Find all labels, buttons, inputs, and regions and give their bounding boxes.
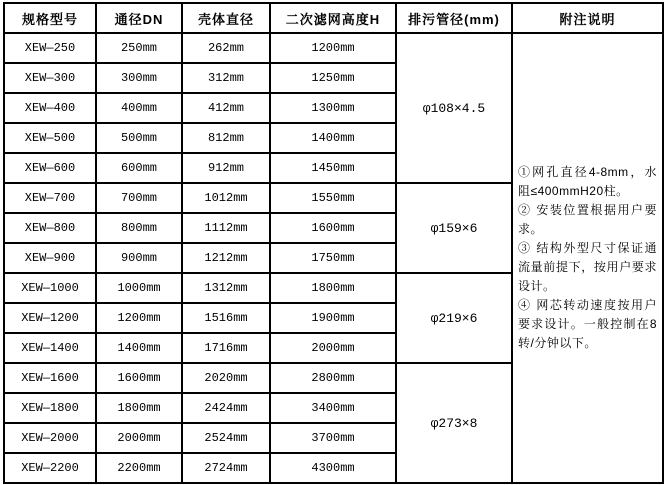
notes-cell xyxy=(512,33,663,483)
height-cell: 1400mm xyxy=(270,123,396,153)
note-line: ③ 结构外型尺寸保证通流量前提下，按用户要求设计。 xyxy=(518,241,657,293)
model-cell: XEW—250 xyxy=(4,33,96,63)
spec-table xyxy=(3,2,664,484)
model-cell: XEW—900 xyxy=(4,243,96,273)
shell-cell: 1212mm xyxy=(182,243,270,273)
height-cell: 1750mm xyxy=(270,243,396,273)
model-cell: XEW—1600 xyxy=(4,363,96,393)
shell-cell: 2020mm xyxy=(182,363,270,393)
shell-cell: 1716mm xyxy=(182,333,270,363)
drain-group-cell: φ159×6 xyxy=(396,183,512,273)
dn-cell: 700mm xyxy=(96,183,182,213)
model-cell: XEW—800 xyxy=(4,213,96,243)
dn-cell: 800mm xyxy=(96,213,182,243)
note-line: ①网孔直径4-8mm，水阻≤400mmH20柱。 xyxy=(518,165,657,198)
shell-cell: 312mm xyxy=(182,63,270,93)
dn-cell: 300mm xyxy=(96,63,182,93)
shell-cell: 812mm xyxy=(182,123,270,153)
model-cell: XEW—1400 xyxy=(4,333,96,363)
dn-cell: 600mm xyxy=(96,153,182,183)
dn-cell: 1800mm xyxy=(96,393,182,423)
model-cell: XEW—1800 xyxy=(4,393,96,423)
model-cell: XEW—2000 xyxy=(4,423,96,453)
height-cell: 1300mm xyxy=(270,93,396,123)
drain-group-cell: φ219×6 xyxy=(396,273,512,363)
dn-cell: 1600mm xyxy=(96,363,182,393)
dn-cell: 1400mm xyxy=(96,333,182,363)
model-cell: XEW—700 xyxy=(4,183,96,213)
header-shell-diameter: 壳体直径 xyxy=(182,3,270,33)
model-cell: XEW—1000 xyxy=(4,273,96,303)
height-cell: 2800mm xyxy=(270,363,396,393)
dn-cell: 250mm xyxy=(96,33,182,63)
height-cell: 1250mm xyxy=(270,63,396,93)
shell-cell: 2424mm xyxy=(182,393,270,423)
height-cell: 2000mm xyxy=(270,333,396,363)
header-row xyxy=(4,3,663,33)
model-cell: XEW—500 xyxy=(4,123,96,153)
height-cell: 1600mm xyxy=(270,213,396,243)
model-cell: XEW—300 xyxy=(4,63,96,93)
shell-cell: 1312mm xyxy=(182,273,270,303)
header-notes: 附注说明 xyxy=(512,3,663,33)
height-cell: 3400mm xyxy=(270,393,396,423)
header-model: 规格型号 xyxy=(4,3,96,33)
shell-cell: 412mm xyxy=(182,93,270,123)
model-cell: XEW—2200 xyxy=(4,453,96,483)
shell-cell: 1112mm xyxy=(182,213,270,243)
table-row xyxy=(4,33,663,63)
model-cell: XEW—1200 xyxy=(4,303,96,333)
height-cell: 1800mm xyxy=(270,273,396,303)
header-dn: 通径DN xyxy=(96,3,182,33)
note-line: ② 安装位置根据用户要求。 xyxy=(518,203,657,236)
dn-cell: 500mm xyxy=(96,123,182,153)
dn-cell: 2000mm xyxy=(96,423,182,453)
header-drain-pipe: 排污管径(mm) xyxy=(396,3,512,33)
dn-cell: 400mm xyxy=(96,93,182,123)
height-cell: 1900mm xyxy=(270,303,396,333)
note-line: ④ 网芯转动速度按用户要求设计。一般控制在8转/分钟以下。 xyxy=(518,298,657,350)
model-cell: XEW—600 xyxy=(4,153,96,183)
shell-cell: 912mm xyxy=(182,153,270,183)
height-cell: 1450mm xyxy=(270,153,396,183)
drain-group-cell: φ273×8 xyxy=(396,363,512,483)
shell-cell: 1516mm xyxy=(182,303,270,333)
height-cell: 3700mm xyxy=(270,423,396,453)
dn-cell: 2200mm xyxy=(96,453,182,483)
height-cell: 1550mm xyxy=(270,183,396,213)
shell-cell: 1012mm xyxy=(182,183,270,213)
height-cell: 1200mm xyxy=(270,33,396,63)
dn-cell: 900mm xyxy=(96,243,182,273)
dn-cell: 1000mm xyxy=(96,273,182,303)
shell-cell: 2724mm xyxy=(182,453,270,483)
shell-cell: 262mm xyxy=(182,33,270,63)
height-cell: 4300mm xyxy=(270,453,396,483)
drain-group-cell: φ108×4.5 xyxy=(396,33,512,183)
header-filter-height: 二次滤网高度H xyxy=(270,3,396,33)
dn-cell: 1200mm xyxy=(96,303,182,333)
model-cell: XEW—400 xyxy=(4,93,96,123)
shell-cell: 2524mm xyxy=(182,423,270,453)
